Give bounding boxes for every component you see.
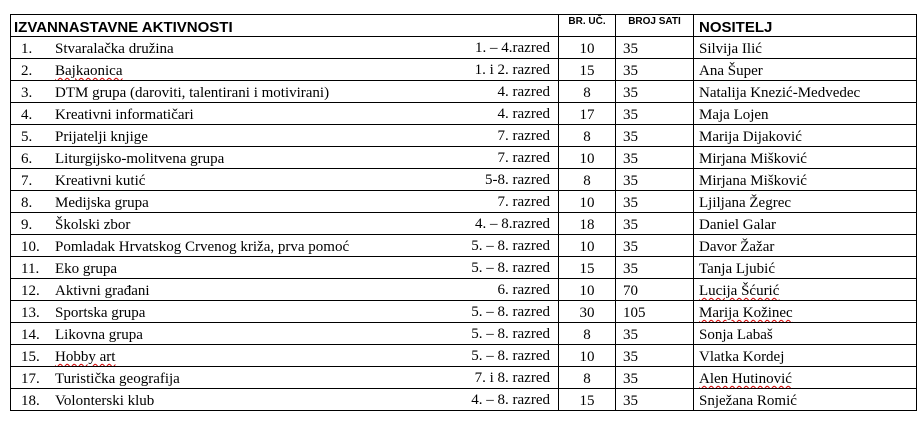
hours-count: 35	[616, 147, 694, 169]
activity-cell	[11, 125, 559, 147]
table-row	[11, 103, 917, 125]
leader-name: Davor Žažar	[694, 235, 917, 257]
header-students: BR. UČ.	[559, 15, 616, 37]
activity-name: Kreativni informatičari	[55, 107, 194, 123]
leader-name: Vlatka Kordej	[694, 345, 917, 367]
row-number: 11.	[21, 261, 40, 277]
hours-count: 35	[616, 103, 694, 125]
activity-cell	[11, 257, 559, 279]
activity-name: Likovna grupa	[55, 327, 143, 343]
leader-name: Marija Dijaković	[694, 125, 917, 147]
hours-count: 35	[616, 235, 694, 257]
students-count: 15	[559, 389, 616, 411]
row-number: 5.	[21, 129, 33, 145]
row-number: 4.	[21, 107, 33, 123]
activity-cell	[11, 367, 559, 389]
hours-count: 35	[616, 345, 694, 367]
row-number: 3.	[21, 85, 33, 101]
activity-name: Turistička geografija	[55, 371, 180, 387]
leader-name: Mirjana Mišković	[694, 169, 917, 191]
table-row	[11, 367, 917, 389]
students-count: 8	[559, 367, 616, 389]
activity-cell	[11, 81, 559, 103]
row-number: 14.	[21, 327, 40, 343]
hours-count: 35	[616, 81, 694, 103]
row-number: 13.	[21, 305, 40, 321]
activity-cell	[11, 323, 559, 345]
activity-name: Eko grupa	[55, 261, 118, 277]
leader-name: Lucija Šćurić	[694, 279, 917, 301]
activity-cell	[11, 169, 559, 191]
hours-count: 70	[616, 279, 694, 301]
students-count: 15	[559, 257, 616, 279]
activity-name: Hobby art	[55, 349, 116, 365]
row-number: 17.	[21, 371, 40, 387]
grade-range: 1. i 2. razred	[474, 62, 550, 78]
table-row	[11, 59, 917, 81]
hours-count: 35	[616, 191, 694, 213]
leader-name: Mirjana Mišković	[694, 147, 917, 169]
activity-cell	[11, 345, 559, 367]
students-count: 10	[559, 235, 616, 257]
row-number: 18.	[21, 393, 40, 409]
grade-range: 7. razred	[497, 194, 550, 210]
leader-name: Marija Kožinec	[694, 301, 917, 323]
hours-count: 35	[616, 389, 694, 411]
grade-range: 4. razred	[497, 84, 550, 100]
grade-range: 4. razred	[497, 106, 550, 122]
activity-name: Volonterski klub	[55, 393, 155, 409]
activity-name: Bajkaonica	[55, 63, 123, 79]
students-count: 18	[559, 213, 616, 235]
activity-name: Kreativni kutić	[55, 173, 146, 189]
row-number: 10.	[21, 239, 40, 255]
row-number: 2.	[21, 63, 33, 79]
grade-range: 6. razred	[497, 282, 550, 298]
activity-cell	[11, 191, 559, 213]
leader-name: Maja Lojen	[694, 103, 917, 125]
table-row	[11, 279, 917, 301]
students-count: 10	[559, 345, 616, 367]
hours-count: 105	[616, 301, 694, 323]
students-count: 8	[559, 81, 616, 103]
table-row	[11, 213, 917, 235]
activity-cell	[11, 103, 559, 125]
grade-range: 4. – 8. razred	[471, 392, 550, 408]
students-count: 8	[559, 169, 616, 191]
table-row	[11, 235, 917, 257]
row-number: 8.	[21, 195, 33, 211]
students-count: 10	[559, 279, 616, 301]
table-row	[11, 147, 917, 169]
header-hours: BROJ SATI	[616, 15, 694, 37]
activity-name: Aktivni građani	[55, 283, 150, 299]
row-number: 15.	[21, 349, 40, 365]
hours-count: 35	[616, 257, 694, 279]
activities-table	[10, 14, 917, 411]
leader-name: Sonja Labaš	[694, 323, 917, 345]
activity-name: Pomladak Hrvatskog Crvenog križa, prva pomoć	[55, 239, 350, 255]
hours-count: 35	[616, 125, 694, 147]
grade-range: 5. – 8. razred	[471, 348, 550, 364]
leader-name: Daniel Galar	[694, 213, 917, 235]
students-count: 10	[559, 37, 616, 59]
students-count: 10	[559, 191, 616, 213]
grade-range: 5. – 8. razred	[471, 260, 550, 276]
students-count: 17	[559, 103, 616, 125]
hours-count: 35	[616, 367, 694, 389]
grade-range: 5. – 8. razred	[471, 304, 550, 320]
students-count: 8	[559, 125, 616, 147]
activity-name: Liturgijsko-molitvena grupa	[55, 151, 225, 167]
grade-range: 1. – 4.razred	[475, 40, 550, 56]
hours-count: 35	[616, 213, 694, 235]
table-row	[11, 169, 917, 191]
table-row	[11, 257, 917, 279]
leader-name: Silvija Ilić	[694, 37, 917, 59]
activities-table-container	[10, 14, 917, 411]
activity-name: DTM grupa (daroviti, talentirani i motivirani)	[55, 85, 330, 101]
row-number: 9.	[21, 217, 33, 233]
table-row	[11, 323, 917, 345]
students-count: 30	[559, 301, 616, 323]
header-leader: NOSITELJ	[694, 15, 917, 37]
activity-cell	[11, 59, 559, 81]
table-row	[11, 125, 917, 147]
table-row	[11, 389, 917, 411]
activity-cell	[11, 37, 559, 59]
row-number: 6.	[21, 151, 33, 167]
hours-count: 35	[616, 323, 694, 345]
grade-range: 5. – 8. razred	[471, 238, 550, 254]
activity-cell	[11, 279, 559, 301]
leader-name: Alen Hutinović	[694, 367, 917, 389]
grade-range: 7. razred	[497, 128, 550, 144]
activity-cell	[11, 147, 559, 169]
activity-name: Stvaralačka družina	[55, 41, 174, 57]
students-count: 10	[559, 147, 616, 169]
table-row	[11, 191, 917, 213]
table-row	[11, 301, 917, 323]
row-number: 1.	[21, 41, 33, 57]
row-number: 12.	[21, 283, 40, 299]
students-count: 15	[559, 59, 616, 81]
activity-name: Sportska grupa	[55, 305, 146, 321]
header-activity: IZVANNASTAVNE AKTIVNOSTI	[11, 15, 559, 37]
students-count: 8	[559, 323, 616, 345]
activity-name: Školski zbor	[55, 217, 131, 233]
row-number: 7.	[21, 173, 33, 189]
grade-range: 7. i 8. razred	[474, 370, 550, 386]
hours-count: 35	[616, 169, 694, 191]
grade-range: 5. – 8. razred	[471, 326, 550, 342]
activity-cell	[11, 389, 559, 411]
leader-name: Snježana Romić	[694, 389, 917, 411]
leader-name: Ljiljana Žegrec	[694, 191, 917, 213]
activity-cell	[11, 213, 559, 235]
table-row	[11, 81, 917, 103]
table-row	[11, 37, 917, 59]
leader-name: Ana Šuper	[694, 59, 917, 81]
hours-count: 35	[616, 37, 694, 59]
grade-range: 4. – 8.razred	[475, 216, 550, 232]
activity-cell	[11, 301, 559, 323]
activity-cell	[11, 235, 559, 257]
leader-name: Tanja Ljubić	[694, 257, 917, 279]
grade-range: 5-8. razred	[485, 172, 550, 188]
grade-range: 7. razred	[497, 150, 550, 166]
hours-count: 35	[616, 59, 694, 81]
activity-name: Prijatelji knjige	[55, 129, 148, 145]
leader-name: Natalija Knezić-Medvedec	[694, 81, 917, 103]
activity-name: Medijska grupa	[55, 195, 149, 211]
table-header-row	[11, 15, 917, 37]
table-row	[11, 345, 917, 367]
